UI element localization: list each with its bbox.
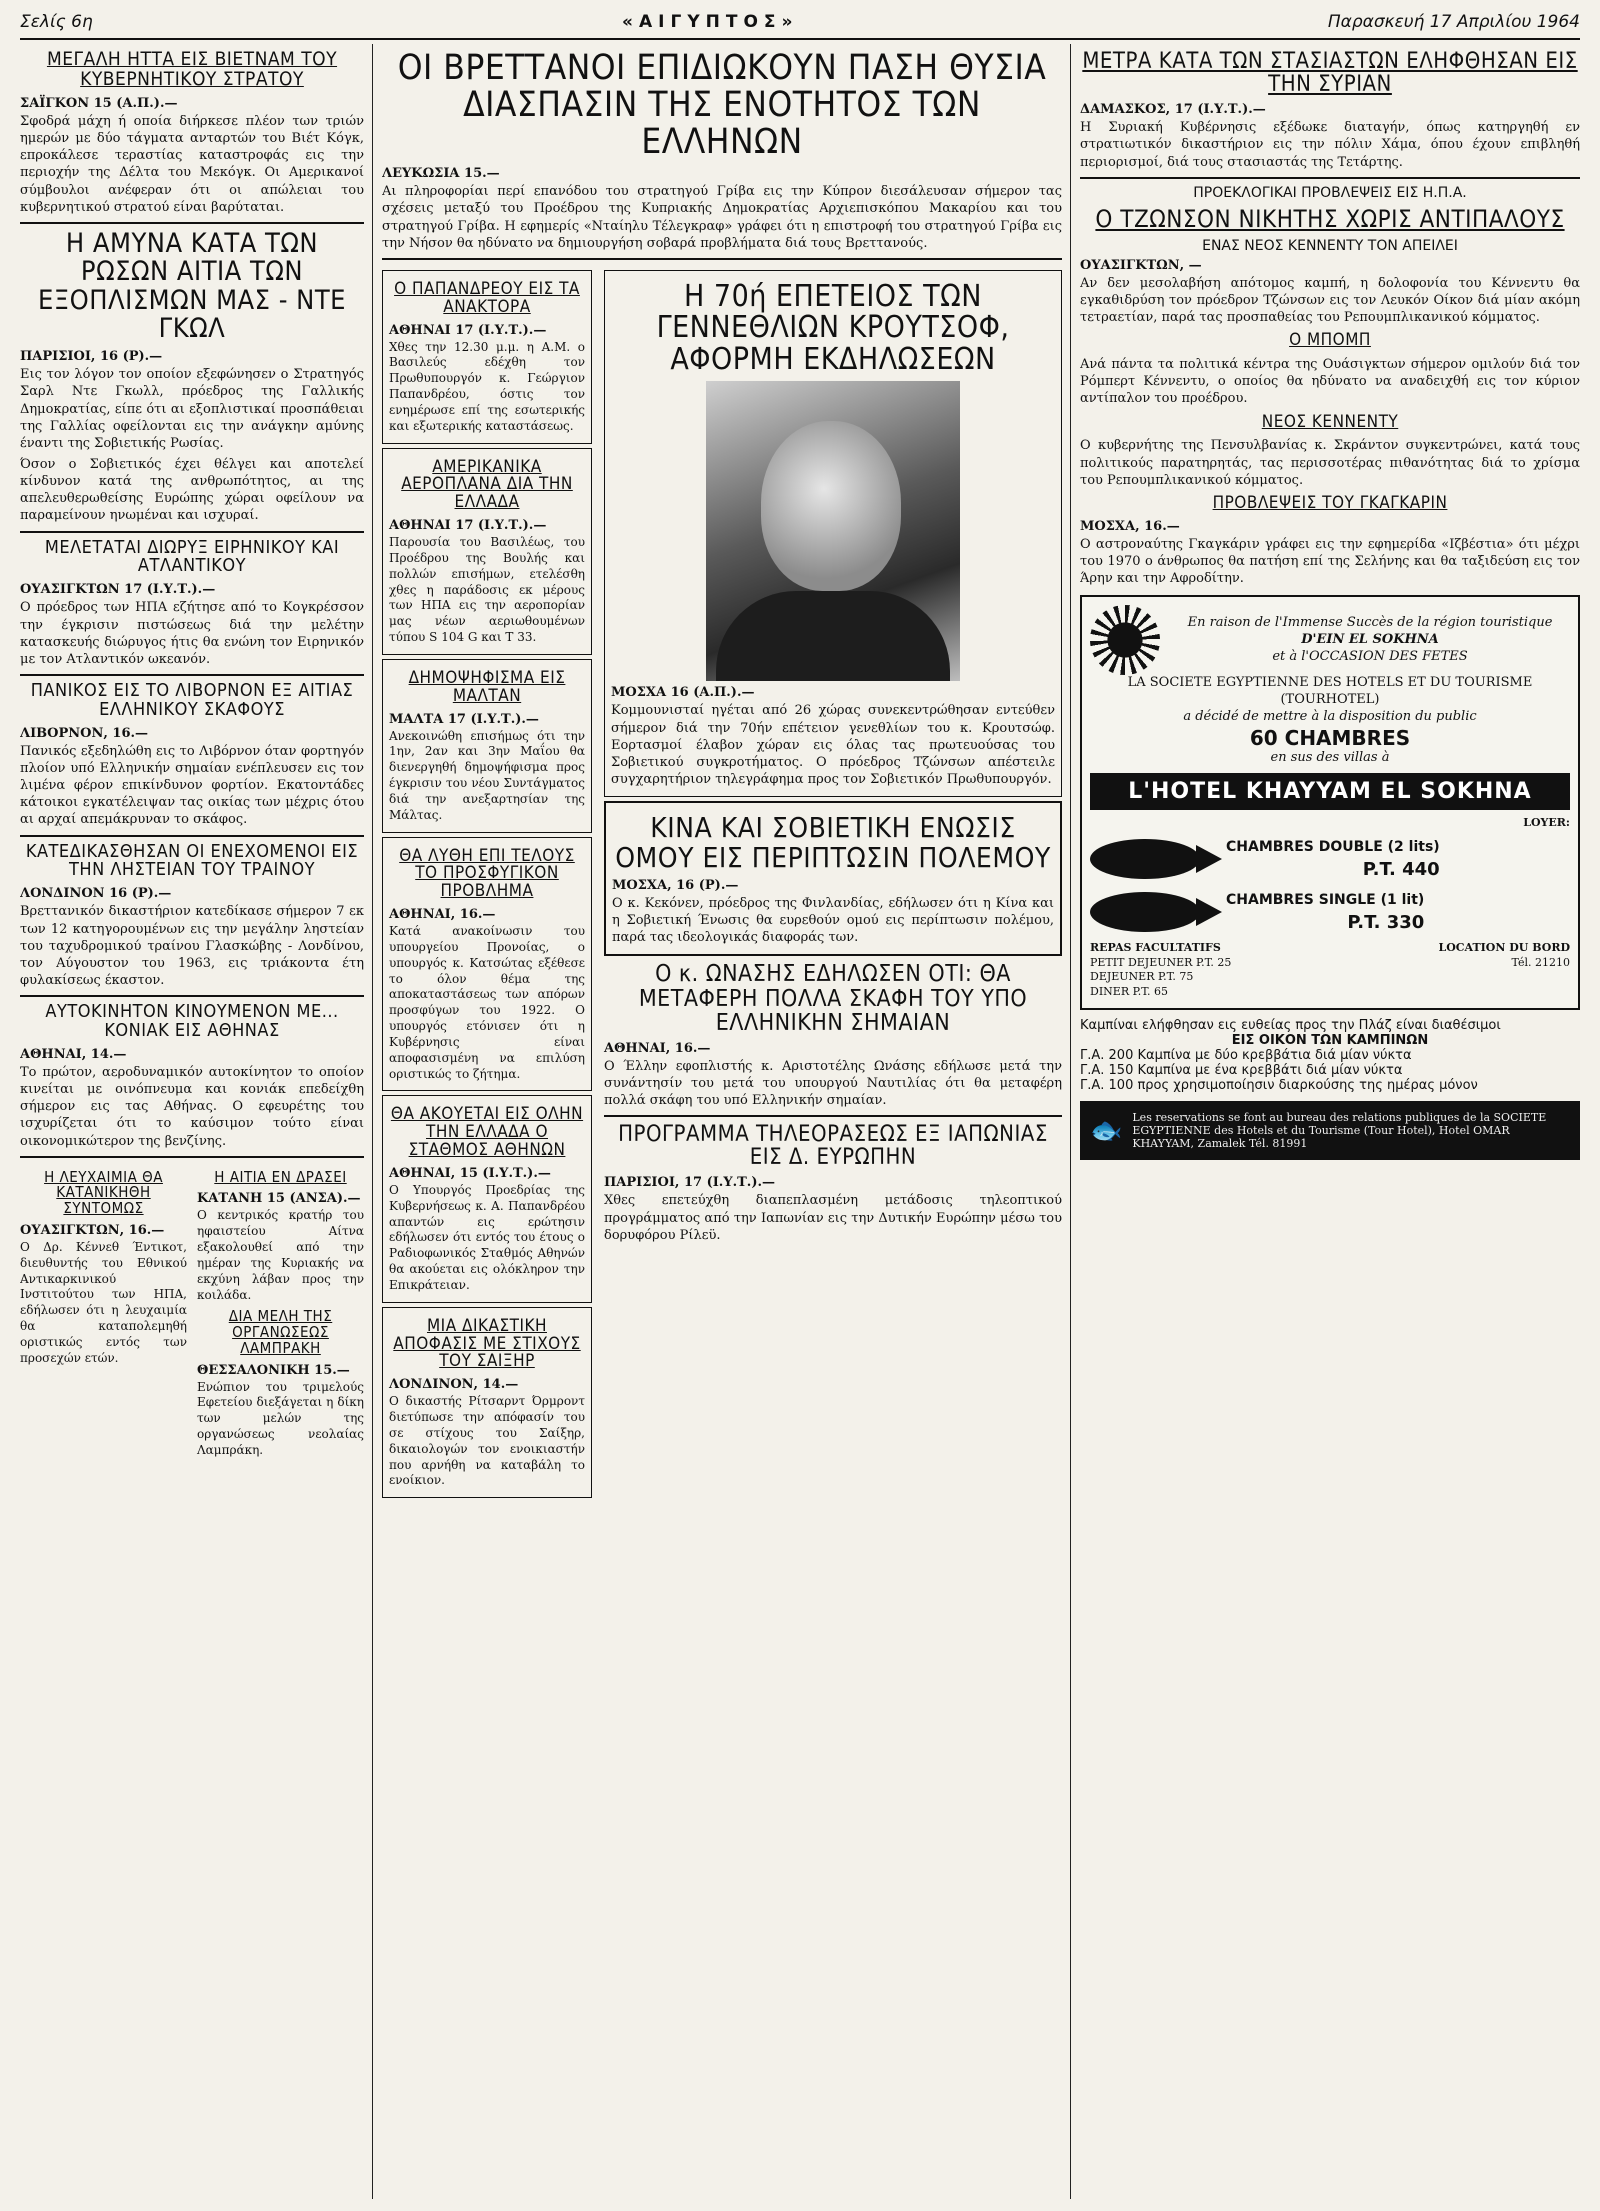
- dateline: ΜΟΣΧΑ 16 (Α.Π.).—: [611, 685, 755, 701]
- location-label: LOCATION DU BORD: [1438, 940, 1570, 954]
- ad-room-row: [1090, 835, 1570, 884]
- meal-price: DINER P.T. 65: [1090, 985, 1168, 999]
- article-text: Αν δεν μεσολαβήση απότομος καμπή, η δολοφονία του Κέννεντυ θα εγκαθιδρύση τον πρόεδρον Τζώνσων εις τον Λευκόν Οίκον διά μίαν ακόμη τετραετίαν, παρά τας προσπαθείας του Ρεπουμπλικανικού κόμματος.: [1080, 275, 1580, 326]
- headline: Η ΛΕΥΧΑΙΜΙΑ ΘΑ ΚΑΤΑΝΙΚΗΘΗ ΣΥΝΤΟΜΩΣ: [44, 1167, 163, 1218]
- fish-icon: [1090, 892, 1200, 932]
- page-number: Σελίς 6η: [20, 12, 93, 32]
- article-text: Ο αστροναύτης Γκαγκάριν γράφει εις την εφημερίδα «Ιζβέστια» ότι μέχρι του 1970 ο άνθρωπος θα πατήση επί της Σελήνης και θα ταξιδεύση εις τον Άρην και την Αφροδίτην.: [1080, 536, 1580, 587]
- fish-icon: 🐟: [1090, 1115, 1123, 1146]
- headline: ΔΙΑ ΜΕΛΗ ΤΗΣ ΟΡΓΑΝΩΣΕΩΣ ΛΑΜΠΡΑΚΗ: [228, 1307, 333, 1357]
- headline: Η ΑΜΥΝΑ ΚΑΤΑ ΤΩΝ ΡΩΣΩΝ ΑΙΤΙΑ ΤΩΝ ΕΞΟΠΛΙΣΜΩΝ ΜΑΣ - ΝΤΕ ΓΚΩΛ: [37, 227, 347, 344]
- divider: [20, 222, 364, 224]
- dateline: ΟΥΑΣΙΓΚΤΩΝ 17 (Ι.Υ.Τ.).—: [20, 582, 216, 598]
- ad-meals: [1090, 941, 1570, 1000]
- column-right: [1080, 44, 1580, 1160]
- dateline: ΔΑΜΑΣΚΟΣ, 17 (Ι.Υ.Τ.).—: [1080, 102, 1266, 118]
- dateline: ΛΟΝΔΙΝΟΝ, 14.—: [389, 1377, 519, 1393]
- article: [604, 962, 1062, 1109]
- article: [1080, 50, 1580, 171]
- headline: ΘΑ ΑΚΟΥΕΤΑΙ ΕΙΣ ΟΛΗΝ ΤΗΝ ΕΛΛΑΔΑ Ο ΣΤΑΘΜΟΣ ΑΘΗΝΩΝ: [390, 1104, 584, 1161]
- article-text: Πανικός εξεδηλώθη εις το Λιβόρνον όταν φορτηγόν πλοίον υπό Ελληνικήν σημαίαν ενέπλευσεν εις τον λιμένα φέρον επικίνδυνον φορτίον. Εκατοντάδες κάτοικοι εγκατέλειψαν τας οικίας των μέχρις ότου αι αρχαί απεμάκρυναν το σκάφος.: [20, 743, 364, 828]
- portrait-coat: [716, 591, 950, 681]
- headline: ΠΑΝΙΚΟΣ ΕΙΣ ΤΟ ΛΙΒΟΡΝΟΝ ΕΞ ΑΙΤΙΑΣ ΕΛΛΗΝΙΚΟΥ ΣΚΑΦΟΥΣ: [30, 680, 354, 720]
- article: [604, 270, 1062, 797]
- article: [1080, 185, 1580, 588]
- headline: ΜΕΤΡΑ ΚΑΤΑ ΤΩΝ ΣΤΑΣΙΑΣΤΩΝ ΕΛΗΦΘΗΣΑΝ ΕΙΣ ΤΗΝ ΣΥΡΙΑΝ: [1082, 49, 1578, 98]
- newspaper-title: «ΑΙΓΥΠΤΟΣ»: [622, 12, 799, 32]
- location-block: [1438, 941, 1570, 1000]
- fish-icon: [1090, 839, 1200, 879]
- ad-intro: [1170, 615, 1570, 666]
- ad-text: a décidé de mettre à la disposition du public: [1183, 709, 1477, 725]
- dateline: ΟΥΑΣΙΓΚΤΩΝ, —: [1080, 257, 1202, 273]
- center-body: [382, 266, 1062, 1502]
- ad-rooms: 60 CHAMBRES: [1249, 725, 1411, 750]
- meal-price: DEJEUNER P.T. 75: [1090, 970, 1194, 984]
- cabin-offer: [1080, 1018, 1580, 1093]
- article-text: Ο κυβερνήτης της Πενσυλβανίας κ. Σκράντον συγκεντρώνει, κατά τους πολιτικούς παρατηρητάς, τας περισσοτέρας πιθανότητας διά το χρίσμα του Ρεπουμπλικανικού κόμματος.: [1080, 438, 1580, 488]
- divider: [20, 995, 364, 997]
- room-type: CHAMBRES SINGLE (1 lit): [1226, 891, 1425, 908]
- divider: [382, 258, 1062, 260]
- article-text: Σφοδρά μάχη ή οποία διήρκεσε πλέον των τριών ημερών με δύο τάγματα ανταρτών του Βιέτ Κόγκ, επροκάλεσε τεραστίας καταστροφάς εις την περιοχήν της Δέλτα του Μεκόγκ. Οι Αμερικανοί σύμβουλοι ανέφεραν ότι οι απώλειαι του κυβερνητικού στρατού είναι βαρύταται.: [20, 113, 364, 215]
- headline: ΑΜΕΡΙΚΑΝΙΚΑ ΑΕΡΟΠΛΑΝΑ ΔΙΑ ΤΗΝ ΕΛΛΑΔΑ: [401, 456, 573, 513]
- dateline: ΑΘΗΝΑΙ, 15 (Ι.Υ.Τ.).—: [389, 1165, 551, 1181]
- divider: [20, 1156, 364, 1158]
- article-text: Εις τον λόγον τον οποίον εξεφώνησεν ο Στρατηγός Σαρλ Ντε Γκωλλ, πρόεδρος της Γαλλικής Δημοκρατίας, είπε ότι αι εξοπλιστικαί προσπάθειαι της Γαλλίας οφείλονται εις την ανάγκην αμύνης έναντι της Σοβιετικής Ρωσίας.: [20, 367, 364, 451]
- article: [382, 1307, 592, 1499]
- divider: [20, 835, 364, 837]
- headline: Ο ΤΖΩΝΣΟΝ ΝΙΚΗΤΗΣ ΧΩΡΙΣ ΑΝΤΙΠΑΛΟΥΣ: [1095, 204, 1565, 233]
- reservation-footer: [1080, 1101, 1580, 1160]
- dateline: ΜΟΣΧΑ, 16.—: [1080, 518, 1180, 534]
- room-price: P.T. 330: [1347, 911, 1425, 933]
- room-price: P.T. 440: [1362, 858, 1440, 880]
- article-text: Αι πληροφορίαι περί επανόδου του στρατηγού Γρίβα εις την Κύπρον διεσάλευσαν σήμερον τας σχέσεις μεταξύ του Προέδρου της Κυπριακής Δημοκρατίας Αρχιεπισκόπου Μακαρίου και του στρατηγού Γρίβα. Η εφημερίς «Νταίηλυ Τέλεγκραφ» γράφει ότι η επιστροφή του στρατηγού Γρίβα εις την Νήσον θα ηδύνατο να δημιουργήση σοβαρά προβλήματα διά τους Βρεττανούς.: [382, 184, 1062, 251]
- two-column-block: [20, 1164, 364, 1463]
- article-text: Χθες επετεύχθη διαπεπλασμένη μετάδοσις τηλεοπτικού προγράμματος από την Ιαπωνίαν εις την Δυτικήν Ευρώπην μέσω του δορυφόρου Ρίλεϋ.: [604, 1193, 1062, 1243]
- article-text: Ανά πάντα τα πολιτικά κέντρα της Ουάσιγκτων σήμερον ομιλούν διά τον Ρόμπερτ Κέννεντυ, ο οποίος θα ηδύνατο να αναδειχθή εις τον κύριον αντίπαλον του προέδρου.: [1080, 357, 1580, 407]
- dateline: ΜΟΣΧΑ, 16 (Ρ).—: [612, 877, 739, 893]
- sun-icon: [1090, 605, 1160, 675]
- article-text: Ενώπιον του τριμελούς Εφετείου διεξάγεται η δίκη των μελών της οργανώσεως νεολαίας Λαμπράκη.: [197, 1379, 364, 1457]
- ad-company: LA SOCIETE EGYPTIENNE DES HOTELS ET DU TOURISME (TOURHOTEL): [1127, 675, 1533, 708]
- portrait-face: [761, 421, 901, 591]
- headline: Ο ΠΑΠΑΝΔΡΕΟΥ ΕΙΣ ΤΑ ΑΝΑΚΤΟΡΑ: [394, 278, 580, 317]
- headline: ΜΕΛΕΤΑΤΑΙ ΔΙΩΡΥΞ ΕΙΡΗΝΙΚΟΥ ΚΑΙ ΑΤΛΑΝΤΙΚΟΥ: [44, 536, 340, 577]
- hotel-name: L'HOTEL KHAYYAM EL SOKHNA: [1090, 773, 1570, 810]
- room-type: CHAMBRES DOUBLE (2 lits): [1226, 838, 1440, 855]
- headline: ΜΙΑ ΔΙΚΑΣΤΙΚΗ ΑΠΟΦΑΣΙΣ ΜΕ ΣΤΙΧΟΥΣ ΤΟΥ ΣΑΙΞΗΡ: [393, 1315, 581, 1372]
- article: [20, 840, 364, 990]
- headline: Ο κ. ΩΝΑΣΗΣ ΕΔΗΛΩΣΕΝ ΟΤΙ: ΘΑ ΜΕΤΑΦΕΡΗ ΠΟΛΛΑ ΣΚΑΦΗ ΤΟΥ ΥΠΟ ΕΛΛΗΝΙΚΗΝ ΣΗΜΑΙΑΝ: [638, 961, 1028, 1036]
- article-text: Κομμουνισταί ηγέται από 26 χώρας συνεκεντρώθησαν εντεύθεν σήμερον διά την 70ήν επέτειον γενεθλίων του κ. Κρουτσώφ. Εορτασμοί έλαβον χώραν εις όλας τας πρωτευούσας του Σοβιετικού συγκροτήματος. Ο πρόεδρος Τζώνσων απέστειλε συγχαρητήριον τηλεγράφημα προς τον Σοβιετικόν Πρωθυπουργόν.: [611, 703, 1055, 787]
- article-text: Χθες την 12.30 μ.μ. η Α.Μ. ο Βασιλεύς εδέχθη τον Πρωθυπουργόν κ. Γεώργιον Παπανδρέου, όστις τον ενημέρωσε επί της εσωτερικής και εξωτερικής καταστάσεως.: [389, 339, 585, 433]
- article-text: Ο δικαστής Ρίτσαρντ Όρμροντ διετύπωσε την απόφασίν του σε στίχους του Σαίξηρ, δικαιολογών τον ενοικιαστήν που αρνήθη να καταβάλη το ενοίκιον.: [389, 1394, 585, 1488]
- dateline: ΛΙΒΟΡΝΟΝ, 16.—: [20, 725, 149, 741]
- headline: ΔΗΜΟΨΗΦΙΣΜΑ ΕΙΣ ΜΑΛΤΑΝ: [408, 667, 566, 706]
- article-text: Ο πρόεδρος των ΗΠΑ εζήτησε από το Κογκρέσσον την έγκρισιν πιστώσεως διά την μελέτην κατασκευής διώρυγος ήτις θα ενώνη τον Ειρηνικόν με τον Ατλαντικόν ωκεανόν.: [20, 600, 364, 667]
- article: [382, 50, 1062, 252]
- dateline: ΛΟΝΔΙΝΟΝ 16 (Ρ).—: [20, 886, 172, 902]
- dateline: ΑΘΗΝΑΙ, 16.—: [389, 907, 496, 923]
- issue-date: Παρασκευή 17 Απριλίου 1964: [1327, 12, 1580, 32]
- dateline: ΚΑΤΑΝΗ 15 (ΑΝΣΑ).—: [197, 1191, 361, 1207]
- subhead: ΠΡΟΒΛΕΨΕΙΣ ΤΟΥ ΓΚΑΓΚΑΡΙΝ: [1212, 492, 1448, 513]
- article: [382, 1095, 592, 1302]
- headline: ΑΥΤΟΚΙΝΗΤΟΝ ΚΙΝΟΥΜΕΝΟΝ ΜΕ... ΚΟΝΙΑΚ ΕΙΣ ΑΘΗΝΑΣ: [45, 1001, 339, 1042]
- dateline: ΠΑΡΙΣΙΟΙ, 17 (Ι.Υ.Τ.).—: [604, 1175, 776, 1191]
- sub-column: [382, 266, 592, 1502]
- article-text: Ο Έλλην εφοπλιστής κ. Αριστοτέλης Ωνάσης εδήλωσε μετά την συνάντησίν του μετά του υπουργού Ναυτιλίας ότι θα μεταφέρη πολλά σκάφη του υπό Ελληνικήν σημαίαν.: [604, 1058, 1062, 1109]
- room-price-block: [1226, 835, 1440, 884]
- dateline: ΘΕΣΣΑΛΟΝΙΚΗ 15.—: [197, 1362, 350, 1378]
- column-left: [20, 44, 364, 1463]
- article: [604, 1123, 1062, 1244]
- ad-room-row: [1090, 888, 1570, 937]
- sub-column: [604, 266, 1062, 1502]
- ad-text: et à l'OCCASION DES FETES: [1272, 648, 1468, 664]
- ad-text: D'EIN EL SOKHNA: [1301, 631, 1439, 647]
- article: [20, 1164, 187, 1463]
- dateline: ΠΑΡΙΣΙΟΙ, 16 (Ρ).—: [20, 349, 163, 365]
- column-center: [382, 44, 1062, 1502]
- promo-title: ΕΙΣ ΟΙΚΟΝ ΤΩΝ ΚΑΜΠΙΝΩΝ: [1231, 1033, 1429, 1049]
- reservation-text: Les reservations se font au bureau des relations publiques de la SOCIETE EGYPTIENNE des Hotels et du Tourisme (Tour Hotel), Hotel OMAR KHAYYAM, Zamalek Tél. 81991: [1132, 1111, 1547, 1151]
- meal-price: PETIT DEJEUNER P.T. 25: [1090, 955, 1232, 969]
- article: [382, 659, 592, 833]
- kicker: ΠΡΟΕΚΛΟΓΙΚΑΙ ΠΡΟΒΛΕΨΕΙΣ ΕΙΣ Η.Π.Α.: [1193, 184, 1467, 201]
- dateline: ΣΑΪΓΚΟΝ 15 (Α.Π.).—: [20, 95, 178, 111]
- article-text: Παρουσία του Βασιλέως, του Προέδρου της Βουλής και πολλών επισήμων, ετελέσθη χθες η παράδοσις εκ μέρους των ΗΠΑ εις την αεροπορίαν μας νέων αεριωθουμένων τύπου S 104 G και T 33.: [389, 535, 585, 645]
- column-rule: [1070, 44, 1071, 2199]
- meals-label: REPAS FACULTATIFS: [1090, 940, 1221, 954]
- room-price-block: [1226, 888, 1424, 937]
- promo-line: Γ.Α. 200 Καμπίνα με δύο κρεββάτια διά μίαν νύκτα: [1080, 1048, 1412, 1064]
- article: [382, 270, 592, 444]
- article-text: Ο Δρ. Κέννεθ Έντικοτ, διευθυντής του Εθνικού Αντικαρκινικού Ινστιτούτου των ΗΠΑ, εδήλωσεν ότι η λευχαιμία θα καταπολεμηθή οριστικώς εντός των προσεχών ετών.: [20, 1239, 187, 1365]
- headline: ΘΑ ΛΥΘΗ ΕΠΙ ΤΕΛΟΥΣ ΤΟ ΠΡΟΣΦΥΓΙΚΟΝ ΠΡΟΒΛΗΜΑ: [399, 845, 575, 902]
- article: [382, 837, 592, 1092]
- masthead: [20, 6, 1580, 40]
- subhead: Ο ΜΠΟΜΠ: [1289, 330, 1371, 351]
- dateline: ΜΑΛΤΑ 17 (Ι.Υ.Τ.).—: [389, 711, 539, 727]
- article-text: Ο κ. Κεκόνεν, πρόεδρος της Φινλανδίας, εδήλωσεν ότι η Κίνα και η Σοβιετική Ένωσις θα ευρεθούν ομού εις περίπτωσιν πολέμου, παρά τας ιδεολογικάς διαφοράς των.: [612, 895, 1054, 946]
- headline: ΚΑΤΕΔΙΚΑΣΘΗΣΑΝ ΟΙ ΕΝΕΧΟΜΕΝΟΙ ΕΙΣ ΤΗΝ ΛΗΣΤΕΙΑΝ ΤΟΥ ΤΡΑΙΝΟΥ: [25, 840, 359, 881]
- ad-text: En raison de l'Immense Succès de la région touristique: [1187, 614, 1553, 630]
- dateline: ΑΘΗΝΑΙ 17 (Ι.Υ.Τ.).—: [389, 322, 547, 338]
- dateline: ΟΥΑΣΙΓΚΤΩΝ, 16.—: [20, 1222, 165, 1238]
- article-text: Όσον ο Σοβιετικός έχει θέλγει και αποτελεί κίνδυνον κατά της ανθρωπότητος, αι της απελευθερωθείσης Ευρώπης χώραι οφείλουν να παραμείνουν ηνωμέναι και ισχυραί.: [20, 456, 364, 524]
- headline: ΠΡΟΓΡΑΜΜΑ ΤΗΛΕΟΡΑΣΕΩΣ ΕΞ ΙΑΠΩΝΙΑΣ ΕΙΣ Δ. ΕΥΡΩΠΗΝ: [618, 1122, 1048, 1171]
- dateline: ΑΘΗΝΑΙ 17 (Ι.Υ.Τ.).—: [389, 518, 547, 534]
- subheadline: ΕΝΑΣ ΝΕΟΣ ΚΕΝΝΕΝΤΥ ΤΟΝ ΑΠΕΙΛΕΙ: [1202, 237, 1458, 254]
- headline: ΚΙΝΑ ΚΑΙ ΣΟΒΙΕΤΙΚΗ ΕΝΩΣΙΣ ΟΜΟΥ ΕΙΣ ΠΕΡΙΠΤΩΣΙΝ ΠΟΛΕΜΟΥ: [615, 811, 1051, 874]
- article: [20, 227, 364, 525]
- subhead: ΝΕΟΣ ΚΕΝΝΕΝΤΥ: [1261, 411, 1399, 432]
- headline: ΟΙ ΒΡΕΤΤΑΝΟΙ ΕΠΙΔΙΩΚΟΥΝ ΠΑΣΗ ΘΥΣΙΑ ΔΙΑΣΠΑΣΙΝ ΤΗΣ ΕΝΟΤΗΤΟΣ ΤΩΝ ΕΛΛΗΝΩΝ: [397, 48, 1047, 162]
- hotel-advertisement: [1080, 595, 1580, 1010]
- article: [197, 1164, 364, 1463]
- article: [382, 448, 592, 655]
- phone: Tél. 21210: [1511, 955, 1570, 969]
- article-text: Η Συριακή Κυβέρνησις εξέδωκε διαταγήν, όπως κατηργηθή εν στρατιωτικόν δικαστήριον εις την πόλιν Χάμα, όπου έχουν επιβληθή περιορισμοί, διά τους στασιαστάς της Τετάρτης.: [1080, 120, 1580, 170]
- divider: [1080, 177, 1580, 179]
- khrushchev-photo: [706, 381, 960, 681]
- divider: [20, 531, 364, 533]
- article-text: Το πρώτον, αεροδυναμικόν αυτοκίνητον το οποίον κινείται με οινόπνευμα και κονιάκ επεδείχθη σήμερον εις τας Αθήνας. Ο εφευρέτης του ισχυρίζεται ότι το καύσιμον τούτο είναι οικονομικώτερον της βενζίνης.: [20, 1064, 364, 1149]
- dateline: ΑΘΗΝΑΙ, 16.—: [604, 1040, 711, 1056]
- article-text: Ο Υπουργός Προεδρίας της Κυβερνήσεως κ. Α. Παπανδρέου απαντών εις ερώτησιν εδήλωσεν ότι εντός του έτους ο Ραδιοφωνικός Σταθμός Αθηνών θα ακούεται εις ολόκληρον την Επικράτειαν.: [389, 1182, 585, 1292]
- article: [20, 682, 364, 829]
- article: [20, 536, 364, 668]
- divider: [20, 674, 364, 676]
- article: [20, 1003, 364, 1150]
- article-text: Ανεκοινώθη επισήμως ότι την 1ην, 2αν και 3ην Μαΐου θα διενεργηθή δημοψήφισμα προς έγκρισιν του νέου Συντάγματος διά την ανεξαρτησίαν της Μάλτας.: [389, 728, 585, 822]
- article-text: Ο κεντρικός κρατήρ του ηφαιστείου Αίτνα εξακολουθεί από την ημέραν της Κυριακής να εκχύνη λάβαν προς την κοιλάδα.: [197, 1208, 364, 1302]
- divider: [604, 1115, 1062, 1117]
- article: [20, 50, 364, 216]
- headline: Η 70ή ΕΠΕΤΕΙΟΣ ΤΩΝ ΓΕΝΝΕΘΛΙΩΝ ΚΡΟΥΤΣΟΦ, ΑΦΟΡΜΗ ΕΚΔΗΛΩΣΕΩΝ: [656, 278, 1010, 377]
- promo-line: Γ.Α. 100 προς χρησιμοποίησιν διαρκούσης της ημέρας μόνον: [1080, 1078, 1478, 1094]
- promo-line: Γ.Α. 150 Καμπίνα με ένα κρεββάτι διά μίαν νύκτα: [1080, 1063, 1403, 1079]
- dateline: ΛΕΥΚΩΣΙΑ 15.—: [382, 166, 500, 182]
- headline: Η ΑΙΤΙΑ ΕΝ ΔΡΑΣΕΙ: [214, 1167, 347, 1186]
- dateline: ΑΘΗΝΑΙ, 14.—: [20, 1046, 127, 1062]
- article: [604, 801, 1062, 956]
- article-text: Κατά ανακοίνωσιν του υπουργείου Προνοίας, ο υπουργός κ. Κατσώτας εξέθεσε το όλον θέμα της αποκαταστάσεως των απόρων προσφύγων του 1922. Ο υπουργός ετόνισεν ότι η Κυβέρνησις είναι αποφασισμένη να επιλύση οριστικώς το ζήτημα.: [389, 924, 585, 1081]
- ad-text: en sus des villas à: [1270, 749, 1390, 765]
- headline: ΜΕΓΑΛΗ ΗΤΤΑ ΕΙΣ ΒΙΕΤΝΑΜ ΤΟΥ ΚΥΒΕΡΝΗΤΙΚΟΥ ΣΤΡΑΤΟΥ: [46, 48, 338, 90]
- article-text: Βρεττανικόν δικαστήριον κατεδίκασε σήμερον 7 εκ των 12 κατηγορουμένων εις την μεγάλην ληστείαν του ταχυδρομικού τραίνου Γλασκώβης - Λονδίνου, τον Αύγουστον του 1963, εις τριάκοντα έτη φυλακίσεως έκαστον.: [20, 904, 364, 988]
- meals-block: [1090, 941, 1231, 1000]
- column-rule: [372, 44, 373, 2199]
- loyer-label: LOYER:: [1523, 815, 1570, 829]
- ad-header: [1090, 605, 1570, 675]
- promo-heading: Καμπίναι ελήφθησαν εις ευθείας προς την Πλάζ είναι διαθέσιμοι: [1080, 1018, 1501, 1034]
